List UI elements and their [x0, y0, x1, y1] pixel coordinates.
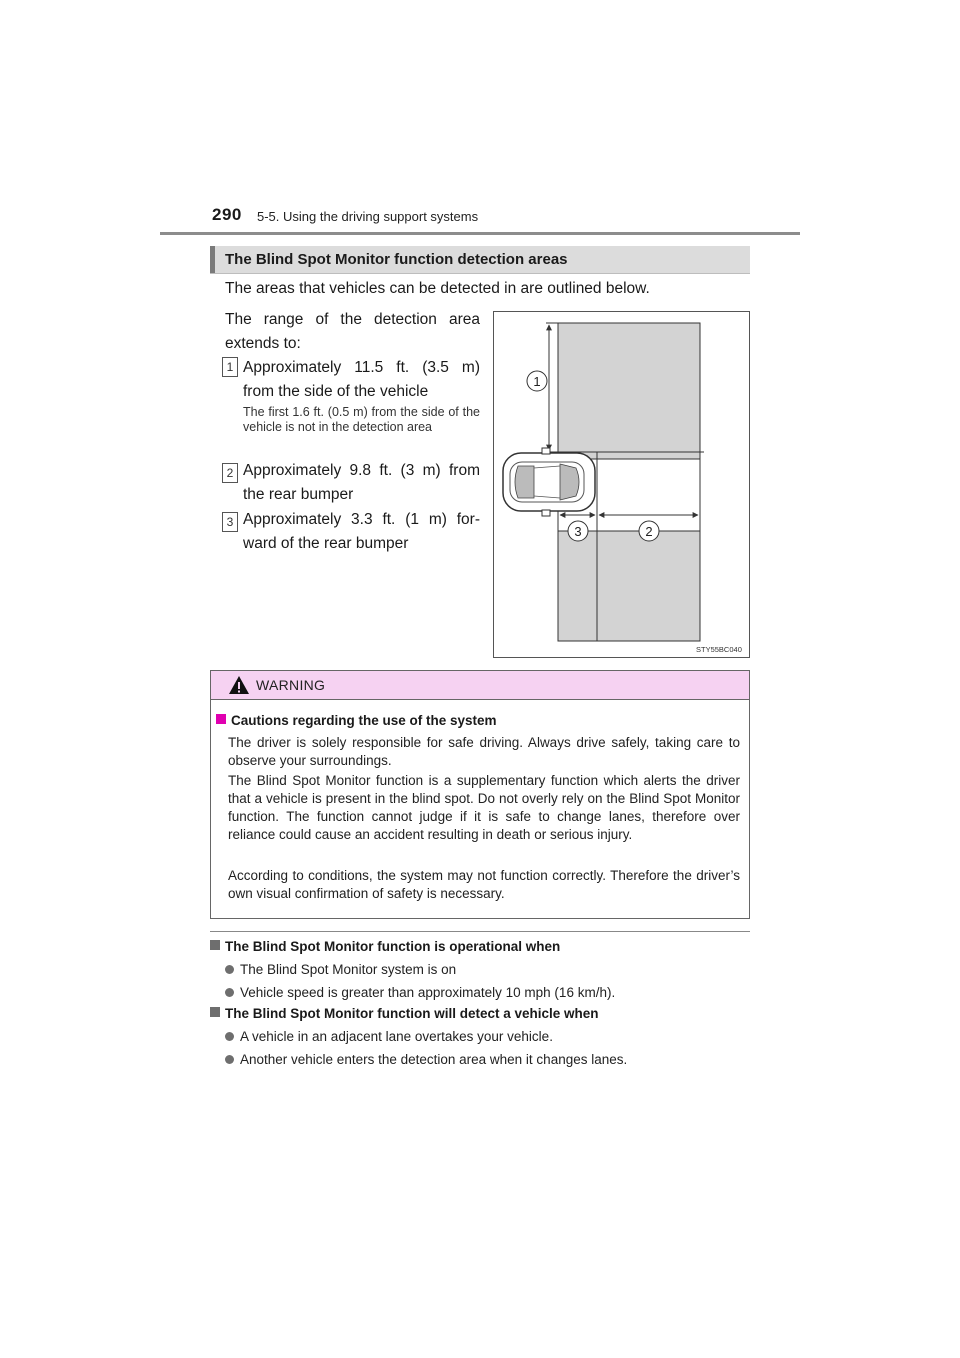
warning-box: [210, 670, 750, 919]
vehicle-icon: [503, 448, 595, 516]
page-number: 290: [212, 205, 242, 224]
warning-subheading-text: Cautions regarding the use of the system: [231, 713, 497, 728]
grey-square-icon: [210, 940, 220, 950]
note-bullet-text: Another vehicle enters the detection area when it changes lanes.: [240, 1052, 628, 1067]
warning-triangle-icon: [228, 675, 250, 695]
item-number-3: 3: [222, 512, 238, 532]
detection-area-diagram: [493, 311, 750, 658]
grey-square-icon: [210, 1007, 220, 1017]
callout-label-3: 3: [574, 524, 582, 539]
note-heading-2: [210, 1006, 599, 1021]
note-heading-1-text: The Blind Spot Monitor function is operational when: [225, 939, 561, 954]
note-bullet: [225, 1029, 553, 1044]
warning-subheading: [216, 713, 497, 728]
note-heading-2-text: The Blind Spot Monitor function will detect a vehicle when: [225, 1006, 599, 1021]
callout-label-1: 1: [533, 374, 541, 389]
note-bullet-text: A vehicle in an adjacent lane overtakes your vehicle.: [240, 1029, 553, 1044]
note-bullet: [225, 962, 456, 977]
callout-label-2: 2: [645, 524, 653, 539]
section-divider: [210, 931, 750, 932]
warning-header: [211, 671, 749, 700]
intro-text: The areas that vehicles can be detected in are outlined below.: [225, 280, 650, 297]
note-heading-1: [210, 939, 560, 954]
note-bullet-text: The Blind Spot Monitor system is on: [240, 962, 457, 977]
note-bullet: [225, 985, 615, 1000]
section-heading-bar: [210, 246, 750, 274]
note-bullet: [225, 1052, 627, 1067]
item-number-2: 2: [222, 463, 238, 483]
item-number-1: 1: [222, 357, 238, 377]
range-intro-text: The range of the detection area extends to:: [225, 311, 480, 352]
item-text-3: Approximately 3.3 ft. (1 m) for-ward of the rear bumper: [243, 511, 480, 552]
rear-detection-zone: [597, 531, 700, 641]
item-text-2: Approximately 9.8 ft. (3 m) from the rear bumper: [243, 462, 480, 503]
diagram-code: STY55BC040: [696, 645, 742, 654]
bullet-dot-icon: [225, 1055, 234, 1064]
bullet-dot-icon: [225, 988, 234, 997]
heading-accent-bar: [210, 246, 215, 273]
diagram-svg: [494, 312, 751, 659]
item-text-1: Approximately 11.5 ft. (3.5 m) from the side of the vehicle: [243, 359, 480, 400]
section-heading: The Blind Spot Monitor function detection areas: [225, 251, 568, 268]
note-bullet-text: Vehicle speed is greater than approximately 10 mph (16 km/h).: [240, 985, 616, 1000]
warning-paragraph-3: According to conditions, the system may not function correctly. Therefore the driver’s own visual confirmation of safety is necessary.: [228, 868, 740, 901]
item-note-1: The first 1.6 ft. (0.5 m) from the side of the vehicle is not in the detection area: [243, 405, 480, 434]
warning-paragraph-1: The driver is solely responsible for safe driving. Always drive safely, taking care to observe your surroundings.: [228, 735, 740, 768]
bullet-dot-icon: [225, 1032, 234, 1041]
side-detection-zone: [558, 323, 700, 459]
section-title: 5-5. Using the driving support systems: [257, 209, 479, 224]
warning-label: WARNING: [256, 677, 326, 693]
forward-detection-zone: [558, 531, 597, 641]
bullet-dot-icon: [225, 965, 234, 974]
warning-paragraph-2: The Blind Spot Monitor function is a supplementary function which alerts the driver that a vehicle is present in the blind spot. Do not overly rely on the Blind Spot Monitor function. The function cannot judge if it is safe to change lanes, therefore over reliance could cause an accident resulting in death or serious injury.: [228, 773, 740, 842]
header-rule: [160, 232, 800, 235]
magenta-square-icon: [216, 714, 226, 724]
